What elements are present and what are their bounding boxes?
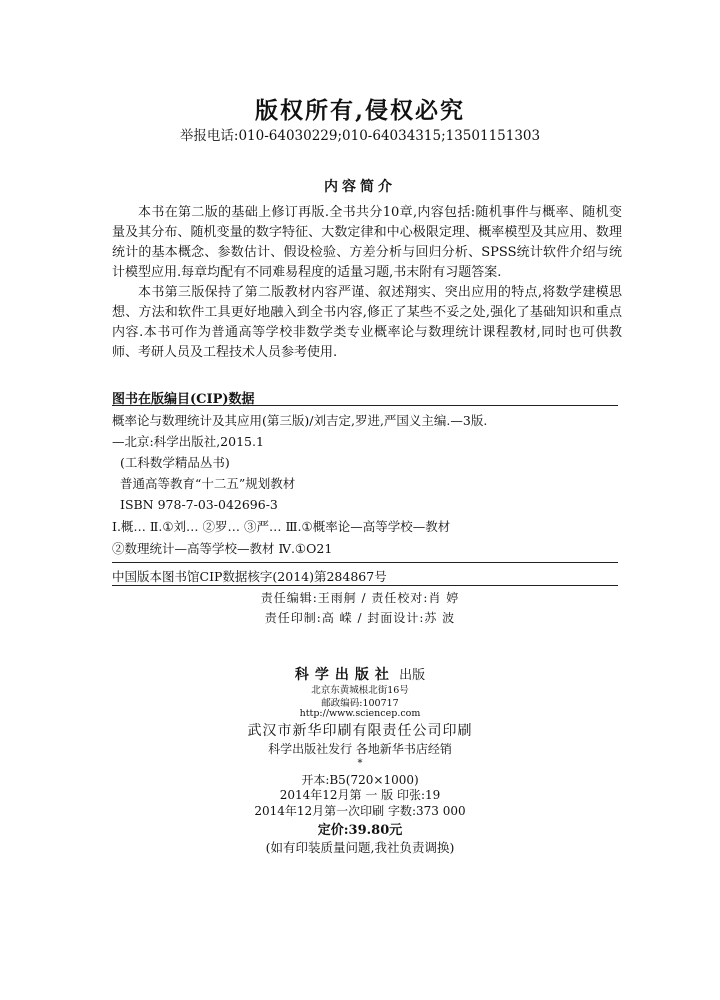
cip-class-line: Ⅰ.概… Ⅱ.①刘… ②罗… ③严… Ⅲ.①概率论—高等学校—教材	[112, 519, 451, 534]
book-format: 开本:B5(720×1000)	[301, 773, 419, 787]
publisher-postcode: 邮政编码:100717	[321, 698, 399, 709]
report-phone: 举报电话:010-64030229;010-64034315;13501151303	[179, 128, 541, 144]
cip-classification	[112, 516, 622, 560]
printing-info: 2014年12月第一次印刷 字数:373 000	[254, 804, 466, 818]
cip-line: —北京:科学出版社,2015.1	[112, 434, 264, 449]
cip-bottom-divider	[112, 585, 618, 586]
publisher-address: 北京东黄城根北街16号	[311, 685, 409, 696]
summary-body	[112, 203, 622, 363]
separator-star: *	[357, 758, 363, 769]
cip-line: 普通高等教育“十二五”规划教材	[120, 476, 296, 491]
distribution: 科学出版社发行 各地新华书店经销	[268, 742, 452, 756]
cip-heading: 图书在版编目(CIP)数据	[112, 392, 255, 407]
publisher-website: http://www.sciencep.com	[299, 708, 421, 719]
cip-class-line: ②数理统计—高等学校—教材 Ⅳ.①O21	[112, 541, 333, 556]
publisher-name: 科学出版社	[294, 667, 395, 683]
edition-info: 2014年12月第 一 版 印张:19	[279, 788, 441, 802]
cip-line: 概率论与数理统计及其应用(第三版)/刘吉定,罗进,严国义主编.—3版.	[112, 413, 488, 428]
price: 定价:39.80元	[317, 823, 403, 838]
credits-editors: 责任编辑:王雨舸 / 责任校对:肖 婷	[260, 591, 460, 605]
cip-top-divider	[112, 405, 618, 406]
summary-paragraph-1: 本书在第二版的基础上修订再版.全书共分10章,内容包括:随机事件与概率、随机变量及其分布、随机变量的数字特征、大数定律和中心极限定理、概率模型及其应用、数理统计的基本概念、参数估计、假设检验、方差分析与回归分析、SPSS统计软件介绍与统计模型应用.每章均配有不同难易程度的适量习题,书末附有习题答案.	[112, 205, 622, 280]
cip-middle-divider	[112, 562, 618, 563]
publisher-suffix: 出版	[399, 668, 426, 683]
cip-record	[112, 410, 622, 515]
cip-line: ISBN 978-7-03-042696-3	[120, 497, 278, 512]
printer-name: 武汉市新华印刷有限责任公司印刷	[247, 723, 473, 739]
summary-title: 内容简介	[324, 179, 396, 195]
cip-line: (工科数学精品丛书)	[120, 455, 230, 470]
credits-production: 责任印制:高 嵘 / 封面设计:苏 波	[264, 611, 456, 625]
cip-verification: 中国版本图书馆CIP数据核字(2014)第284867号	[112, 569, 387, 584]
quality-notice: (如有印装质量问题,我社负责调换)	[265, 840, 455, 855]
publisher-line	[0, 664, 720, 684]
copyright-title: 版权所有,侵权必究	[254, 97, 465, 124]
summary-paragraph-2: 本书第三版保持了第二版教材内容严谨、叙述翔实、突出应用的特点,将数学建模思想、方法和软件工具更好地融入到全书内容,修正了某些不妥之处,强化了基础知识和重点内容.本书可作为普通高等学校非数学类专业概率论与数理统计课程教材,同时也可供教师、考研人员及工程技术人员参考使用.	[112, 285, 622, 360]
